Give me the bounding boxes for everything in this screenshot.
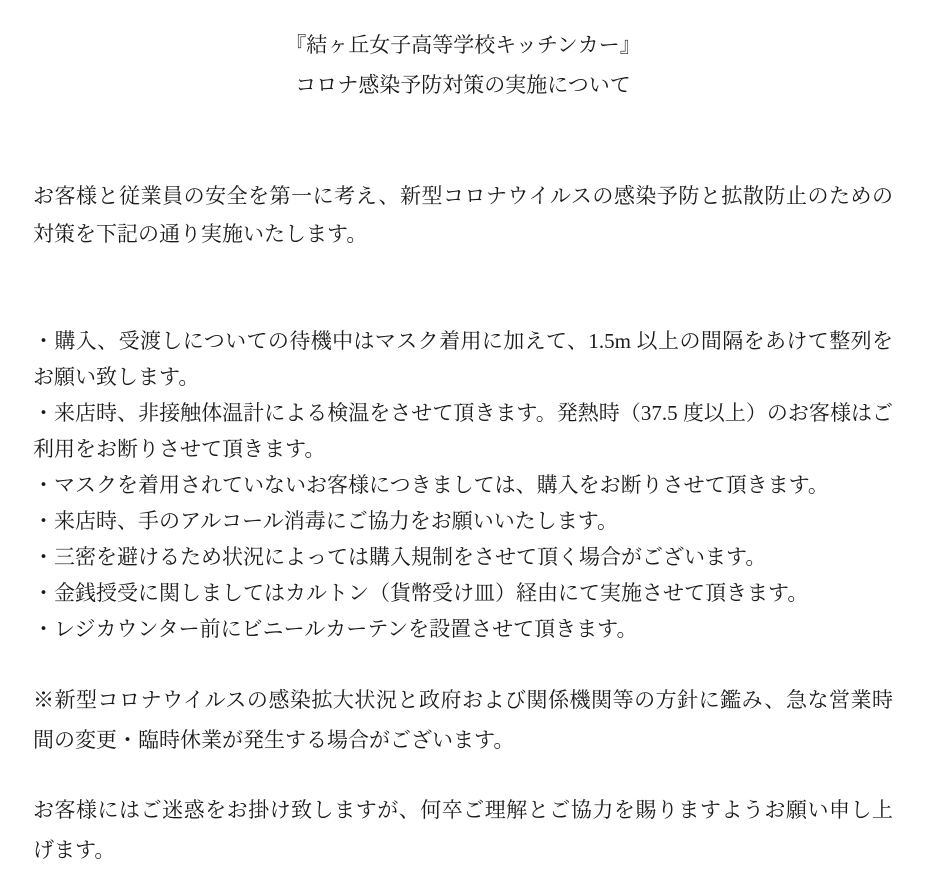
list-item: ・購入、受渡しについての待機中はマスク着用に加えて、1.5m 以上の間隔をあけて整列をお願い致します。: [33, 329, 893, 389]
list-item: ・金銭授受に関しましてはカルトン（貨幣受け皿）経由にて実施させて頂きます。: [33, 581, 809, 605]
document-title: 『結ヶ丘女子高等学校キッチンカー』: [285, 33, 641, 57]
measures-list: [33, 323, 893, 647]
list-item: ・来店時、手のアルコール消毒にご協力をお願いいたします。: [33, 509, 619, 533]
document-header: [33, 25, 893, 105]
list-item: ・レジカウンター前にビニールカーテンを設置させて頂きます。: [33, 617, 638, 641]
document-subtitle: コロナ感染予防対策の実施について: [295, 73, 631, 97]
list-item: ・来店時、非接触体温計による検温をさせて頂きます。発熱時（37.5 度以上）のお客様はご利用をお断りさせて頂きます。: [33, 401, 893, 461]
closing-paragraph: お客様にはご迷惑をお掛け致しますが、何卒ご理解とご協力を賜りますようお願い申し上げます。: [33, 798, 893, 862]
list-item: ・マスクを着用されていないお客様につきましては、購入をお断りさせて頂きます。: [33, 473, 829, 497]
note-paragraph: ※新型コロナウイルスの感染拡大状況と政府および関係機関等の方針に鑑み、急な営業時間の変更・臨時休業が発生する場合がございます。: [33, 688, 893, 752]
intro-paragraph: お客様と従業員の安全を第一に考え、新型コロナウイルスの感染予防と拡散防止のための対策を下記の通り実施いたします。: [33, 184, 893, 246]
list-item: ・三密を避けるため状況によっては購入規制をさせて頂く場合がございます。: [33, 545, 767, 569]
